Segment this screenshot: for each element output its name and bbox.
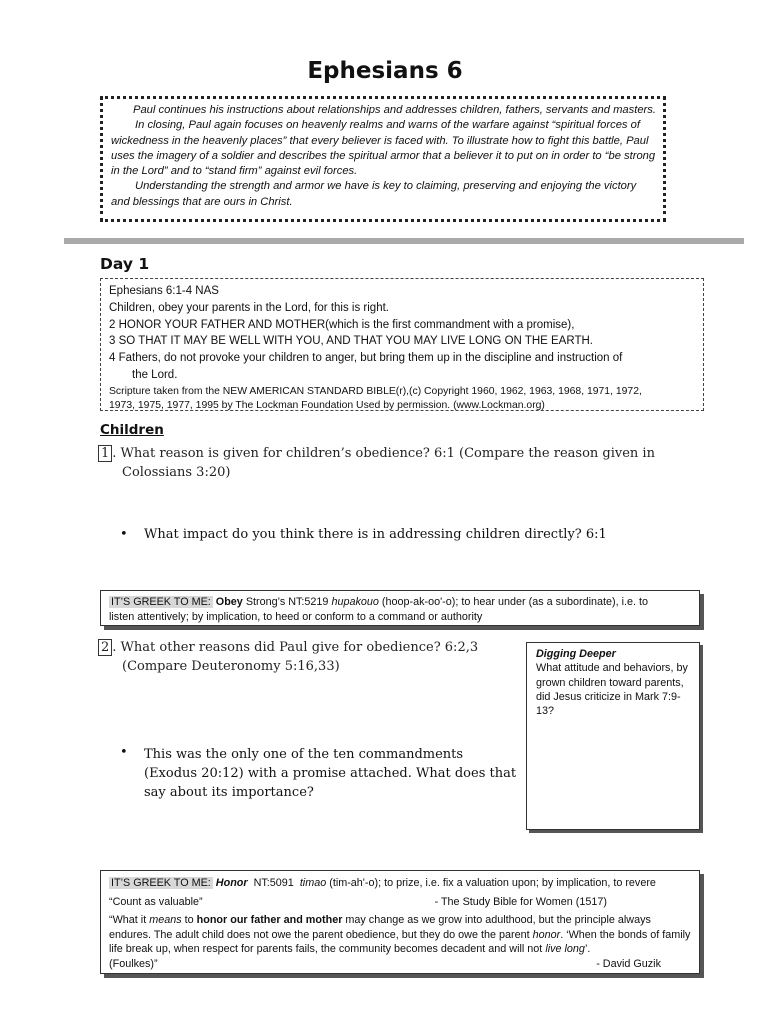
page-title: Ephesians 6 (307, 58, 463, 84)
bullet-icon: • (120, 527, 128, 542)
definition-continued: listen attentively; by implication, to heed or conform to a command or authority (109, 611, 483, 623)
digging-deeper-box (526, 642, 700, 830)
copyright-notice (109, 385, 695, 413)
bullet-text: This was the only one of the ten commandments (Exodus 20:12) with a promise attached. What does that say about its importance? (144, 747, 517, 800)
copyright-line-2: 1973, 1975, 1977, 1995 by The Lockman Foundation Used by permission. (www.Lockman.org) (109, 399, 545, 411)
question-text: . What reason is given for children’s obedience? 6:1 (Compare the reason given in (112, 446, 655, 461)
quote-text: to (181, 914, 197, 926)
definition: (tim-ah'-o); to prize, i.e. fix a valuation upon; by implication, to revere (329, 877, 656, 889)
bullet-text: What impact do you think there is in addressing children directly? 6:1 (144, 527, 607, 542)
commentary-quote (109, 913, 691, 957)
quote-attribution: (Foulkes)” (109, 957, 158, 970)
greek-word: Obey (215, 596, 243, 608)
question-number: 1 (98, 445, 112, 462)
quote-text: . ‘When the bonds of family life break up, when respect for parents fails, the community becomes decadent and will not (109, 928, 691, 955)
definition: (hoop-ak-oo'-o); to hear under (as a subordinate), i.e. to (381, 596, 649, 608)
greek-word: Honor (215, 877, 248, 889)
scripture-box (100, 278, 704, 411)
verse-2: 2 HONOR YOUR FATHER AND MOTHER(which is the first commandment with a promise), (109, 318, 575, 331)
source-citation: - The Study Bible for Women (1517) (434, 895, 607, 908)
question-text-continued: (Compare Deuteronomy 5:16,33) (122, 659, 340, 674)
section-heading-children: Children (100, 422, 164, 438)
transliteration: timao (299, 877, 327, 889)
question-1 (98, 444, 658, 482)
strongs-number: Strong’s NT:5219 (245, 596, 329, 608)
day-heading: Day 1 (100, 255, 150, 273)
bullet-icon: • (120, 745, 128, 760)
section-divider (64, 238, 744, 244)
quote-emphasis: honor (532, 928, 561, 941)
greek-label: IT’S GREEK TO ME: (111, 596, 211, 608)
bullet-question (120, 745, 520, 802)
quote-text: “What it (109, 914, 150, 926)
greek-word-box-obey (100, 590, 700, 626)
quote-text: may change as we grow into adulthood, but the principle always endures. The adult child does not owe the parent obedience, but they do owe the parent (109, 914, 651, 941)
digging-deeper-text: What attitude and behaviors, by grown children toward parents, did Jesus criticize in Mark 7:9-13? (536, 662, 688, 718)
transliteration: hupakouo (331, 596, 379, 608)
quote-text: ’. (584, 943, 591, 955)
quote-emphasis: means (149, 914, 182, 926)
greek-word-box-honor (100, 870, 700, 974)
question-2 (98, 638, 518, 676)
question-number: 2 (98, 639, 112, 656)
verse-4: 4 Fathers, do not provoke your children to anger, but bring them up in the discipline and instruction of (109, 352, 623, 365)
intro-paragraph-3: Understanding the strength and armor we have is key to claiming, preserving and enjoying the victory and blessings that are ours in Christ. (111, 180, 637, 208)
source-citation: - David Guzik (596, 957, 661, 970)
question-text-continued: Colossians 3:20) (122, 465, 231, 480)
scripture-reference: Ephesians 6:1-4 NAS (109, 285, 219, 297)
question-text: . What other reasons did Paul give for obedience? 6:2,3 (112, 640, 479, 655)
quote-bold: honor our father and mother (196, 914, 343, 926)
quote-emphasis: live long (545, 943, 585, 955)
bullet-question (120, 527, 607, 542)
strongs-number: NT:5091 (253, 877, 294, 889)
copyright-line-1: Scripture taken from the NEW AMERICAN STANDARD BIBLE(r),(c) Copyright 1960, 1962, 1963, 1968, 1971, 1972, (109, 385, 642, 397)
verse-4-continued: the Lord. (132, 368, 178, 381)
intro-paragraph-1: Paul continues his instructions about relationships and addresses children, fathers, servants and masters. (133, 104, 656, 116)
digging-deeper-heading: Digging Deeper (536, 648, 616, 660)
intro-box (100, 96, 666, 222)
definition-continued: “Count as valuable” (109, 895, 203, 908)
verse-3: 3 SO THAT IT MAY BE WELL WITH YOU, AND THAT YOU MAY LIVE LONG ON THE EARTH. (109, 335, 593, 348)
intro-paragraph-2: In closing, Paul again focuses on heavenly realms and warns of the warfare against “spiritual forces of wickedness in the heavenly places” that every believer is faced with. To illustrate how to fight this battle, Paul uses the imagery of a soldier and describes the spiritual armor that a believer it to put on in order to “be strong in the Lord” and to “stand firm” against evil forces. (111, 119, 656, 178)
greek-label: IT’S GREEK TO ME: (111, 877, 211, 889)
verse-1: Children, obey your parents in the Lord, for this is right. (109, 301, 389, 314)
